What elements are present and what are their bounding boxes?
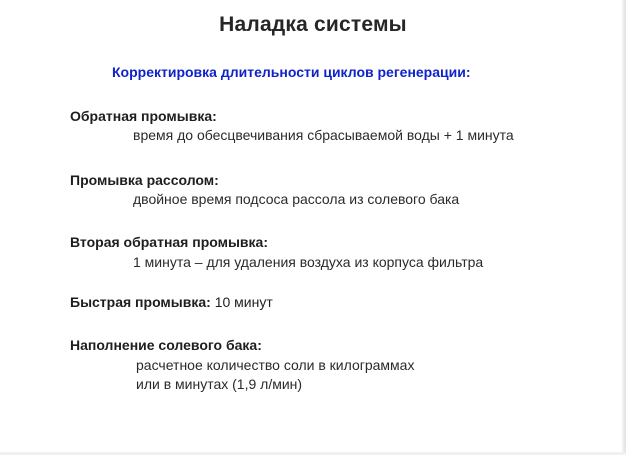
brine-tank-fill-label: Наполнение солевого бака: — [70, 337, 262, 353]
brine-rinse-detail: двойное время подсоса рассола из солевого бака — [133, 191, 460, 207]
backwash-detail: время до обесцвечивания сбрасываемой воды + 1 минута — [133, 127, 514, 143]
page-title: Наладка системы — [219, 13, 407, 36]
page-right-edge — [622, 0, 626, 455]
brine-tank-fill-detail-1: расчетное количество соли в килограммах — [136, 357, 415, 373]
second-backwash-label: Вторая обратная промывка: — [70, 234, 268, 250]
second-backwash-detail: 1 минута – для удаления воздуха из корпуса фильтра — [133, 254, 484, 270]
fast-rinse-label: Быстрая промывка: — [70, 294, 211, 310]
backwash-label: Обратная промывка: — [70, 108, 217, 124]
fast-rinse-value: 10 минут — [214, 294, 273, 310]
brine-tank-fill-detail-2: или в минутах (1,9 л/мин) — [136, 376, 303, 392]
fast-rinse-row — [70, 294, 273, 310]
brine-rinse-label: Промывка рассолом: — [70, 172, 219, 188]
page-subtitle: Корректировка длительности циклов регенерации: — [112, 64, 471, 80]
